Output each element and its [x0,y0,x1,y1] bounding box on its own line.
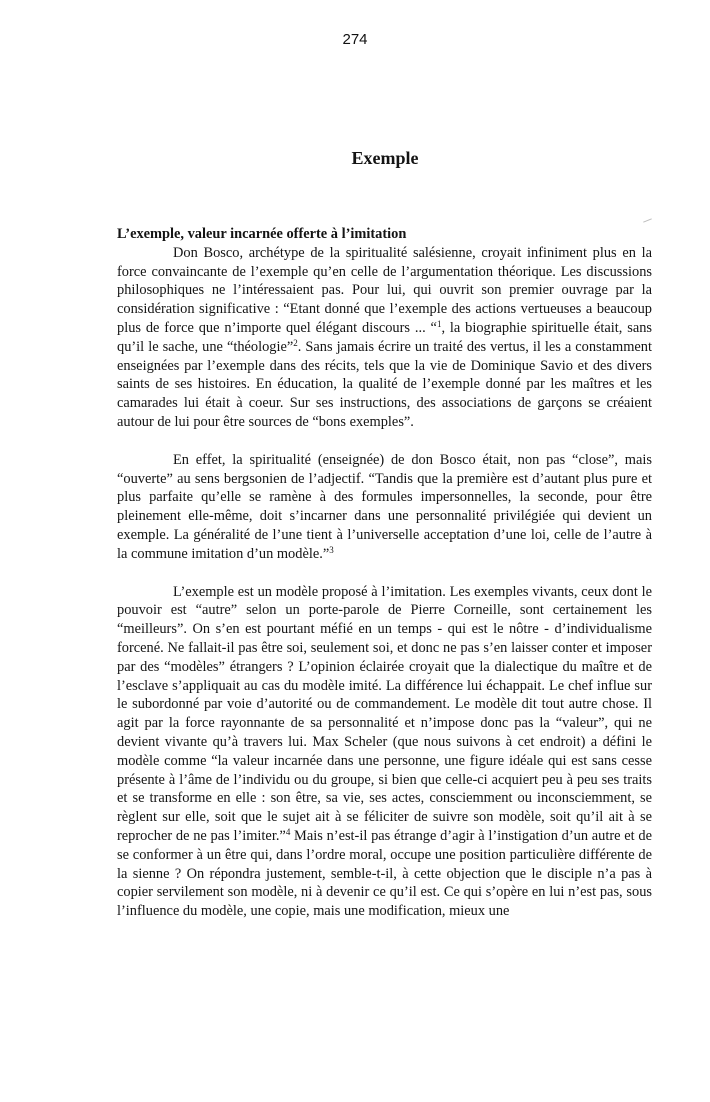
paragraph-spiritualite [117,451,652,564]
pencil-mark [643,218,652,222]
paragraph-text: L’exemple est un modèle proposé à l’imitation. Les exemples vivants, ceux dont le pouvoir est “autre” selon un porte-parole de Pierre Corneille, sont certainement les “meilleurs”. On s’en est pourtant méfié en un temps - qui est le nôtre - d’individualisme forcené. Ne fallait-il pas être soi, seulement soi, et donc ne pas s’en laisser conter et imposer par des “modèles” étrangers ? L’opinion éclairée croyait que la dialectique du maître et de l’esclave s’appliquait au cas du modèle imité. La différence lui échappait. Le chef influe sur le subordonné par voie d’autorité ou de commandement. Le modèle dit tout autre chose. Il agit par la force rayonnante de sa personnalité et n’impose donc pas la “valeur”, qui ne devient vivante qu’à travers lui. Max Scheler (que nous suivons à cet endroit) a défini le modèle comme “la valeur incarnée dans une personne, une figure idéale qui est sans cesse présente à l’âme de l’individu ou du groupe, si bien que celle-ci acquiert peu à peu ses traits et se transforme en elle : son être, sa vie, ses actes, consciemment ou inconsciemment, se règlent sur elle, soit que le sujet ait à se féliciter de suivre son modèle, soit qu’il ait à se reprocher de ne pas l’imiter.” [117,583,652,844]
paragraph-text: Don Bosco, archétype de la spiritualité salésienne, croyait infiniment plus en la force convaincante de l’exemple qu’en celle de l’argumentation théorique. Les discussions philosophiques ne l’intéressaient pas. Pour lui, qui ouvrit son premier ouvrage par la considération significative : “Etant donné que l’exemple des actions vertueuses a beaucoup plus de force que n’importe quel élégant discours ... “ [117,244,652,336]
paragraph-modele [117,583,652,921]
body-text [117,225,652,921]
footnote-ref: 2 [293,337,298,348]
paragraph-text: Mais n’est-il pas étrange d’agir à l’instigation d’un autre et de se conformer à un être qui, dans l’ordre moral, occupe une position particulière différente de la sienne ? On répondra justement, semble-t-il, à cette objection que le disciple n’a pas à copier servilement son modèle, ni à devenir ce qu’il est. Ce qui s’opère en lui n’est pas, sous l’influence du modèle, une copie, mais une modification, mieux une [117,827,652,920]
paragraph-text: . Sans jamais écrire un traité des vertus, il les a constamment enseignées par l’exemple dans des récits, tels que la vie de Dominique Savio et des divers saints de ses histoires. En éducation, la qualité de l’exemple donné par les maîtres et les camarades lui était à coeur. Sur ses instructions, des associations de garçons se créaient autour de lui pour être sources de “bons exemples”. [117,338,652,430]
section-heading: L’exemple, valeur incarnée offerte à l’imitation [117,226,407,242]
paragraph-don-bosco [117,244,652,432]
footnote-ref: 1 [436,318,442,329]
paragraph-text: En effet, la spiritualité (enseignée) de don Bosco était, non pas “close”, mais “ouverte” au sens bergsonien de l’adjectif. “Tandis que la première est d’autant plus pure et plus parfaite qu’elle se ramène à des formules impersonnelles, la seconde, pour être pleinement elle-même, doit s’incarner dans une personnalité privilégiée qui devient un exemple. La généralité de l’une tient à l’universelle acceptation d’une loi, celle de l’autre à la commune imitation d’un modèle.” [117,451,652,562]
paragraph-text: , la biographie spirituelle était, sans qu’il le sache, une “théologie” [117,319,652,355]
chapter-title: Exemple [351,148,419,168]
page-number: 274 [342,31,368,48]
footnote-ref: 4 [285,826,291,837]
footnote-ref: 3 [329,544,334,555]
